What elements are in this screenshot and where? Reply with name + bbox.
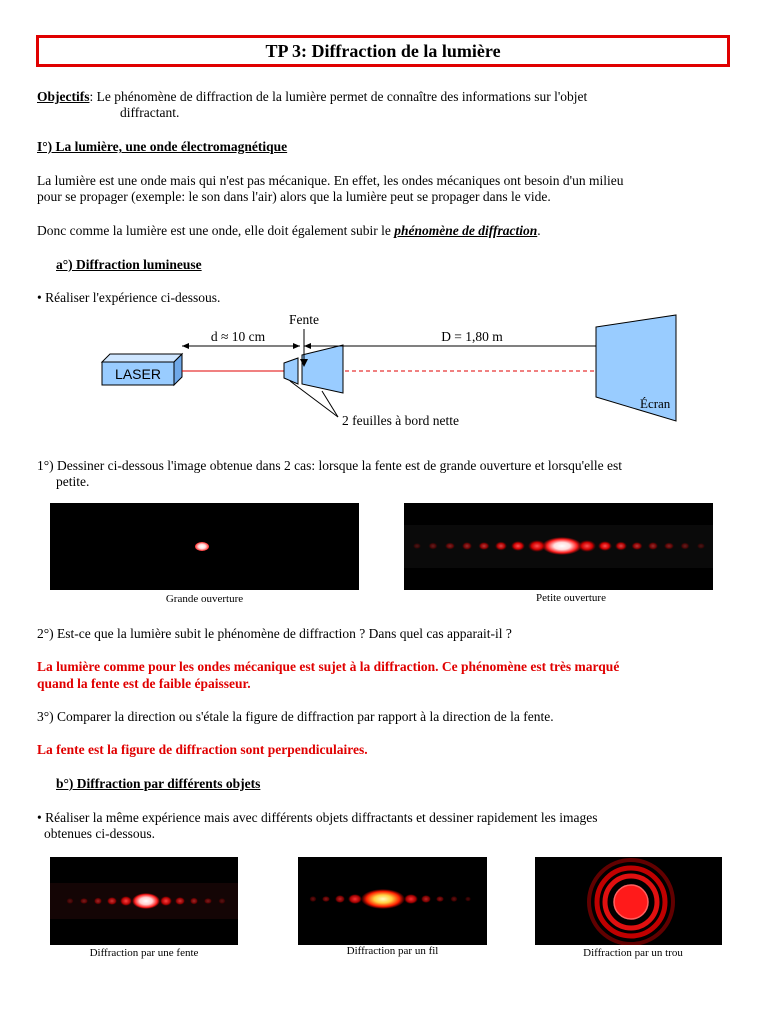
figure-grande-ouverture [50,503,359,590]
section1-heading: I°) La lumière, une onde électromagnétique [37,139,288,154]
cap-petite-ouverture: Petite ouverture [536,592,606,604]
slit-sheet-left [284,358,298,384]
central-max [542,537,582,555]
q3-answer: La fente est la figure de diffraction sont perpendiculaires. [37,742,368,757]
d-arrow-left-head [182,343,189,349]
cap-fil: Diffraction par un fil [346,945,439,957]
section1-para2-suffix: . [537,223,541,238]
objectifs-line2: diffractant. [120,105,180,120]
figure-fente [50,857,238,945]
D-arrow-left-head [304,343,311,349]
diffraction-pattern-trou [535,857,722,945]
subsection-a-bullet: • Réaliser l'expérience ci-dessous. [37,290,221,305]
diffraction-pattern-slit [404,503,713,590]
q2-question: 2°) Est-ce que la lumière subit le phénomène de diffraction ? Dans quel cas apparait-il ? [37,626,512,641]
q2-answer-line2: quand la fente est de faible épaisseur. [37,676,251,691]
laser-label: LASER [115,366,161,382]
d-arrow-right-head [293,343,300,349]
page-title-text: TP 3: Diffraction de la lumière [265,40,501,61]
feuilles-label: 2 feuilles à bord nette [342,413,459,428]
cap-fente: Diffraction par une fente [89,947,199,959]
q2-answer-line1: La lumière comme pour les ondes mécanique est sujet à la diffraction. Ce phénomène est très marqué [37,659,620,674]
q1-line1: 1°) Dessiner ci-dessous l'image obtenue dans 2 cas: lorsque la fente est de grande ouverture et lorsqu'elle est [37,458,622,473]
diffraction-pattern-fil [298,857,487,945]
figure-trou [535,857,722,945]
figure-petite-ouverture [404,503,713,590]
page-title [36,35,730,67]
subsection-b-bullet-line1: • Réaliser la même expérience mais avec différents objets diffractants et dessiner rapidement les images [37,810,598,825]
fente-label: Fente [289,312,319,327]
subsection-b-bullet-line2: obtenues ci-dessous. [44,826,155,841]
section1-para2-emph: phénomène de diffraction [394,223,538,238]
subsection-b-heading: b°) Diffraction par différents objets [56,776,261,791]
figure-fil [298,857,487,945]
D-label: D = 1,80 m [441,329,503,344]
experiment-diagram [0,305,768,435]
central-spot [195,542,209,551]
slit-sheet-right [302,345,343,393]
objectifs-label: Objectifs [37,89,90,104]
ecran-label: Écran [640,396,671,411]
subsection-a-heading: a°) Diffraction lumineuse [56,257,202,272]
q1-line2: petite. [56,474,90,489]
diffraction-pattern-fente [50,857,238,945]
q3-question: 3°) Comparer la direction ou s'étale la figure de diffraction par rapport à la direction de la fente. [37,709,554,724]
section1-para2-prefix: Donc comme la lumière est une onde, elle doit également subir le [37,223,395,238]
laser-box [102,354,182,385]
cap-grande-ouverture: Grande ouverture [165,593,244,605]
cap-trou: Diffraction par un trou [583,947,683,959]
objectifs-line1 [37,88,587,105]
section1-para2 [37,222,541,239]
d-label: d ≈ 10 cm [210,329,266,344]
objectifs-text1: : Le phénomène de diffraction de la lumière permet de connaître des informations sur l'objet [89,89,588,104]
section1-para1-line1: La lumière est une onde mais qui n'est pas mécanique. En effet, les ondes mécaniques ont besoin d'un milieu [37,173,624,188]
section1-para1-line2: pour se propager (exemple: le son dans l'air) alors que la lumière peut se propager dans le vide. [37,189,551,204]
feuille-pointer-2 [322,391,338,417]
